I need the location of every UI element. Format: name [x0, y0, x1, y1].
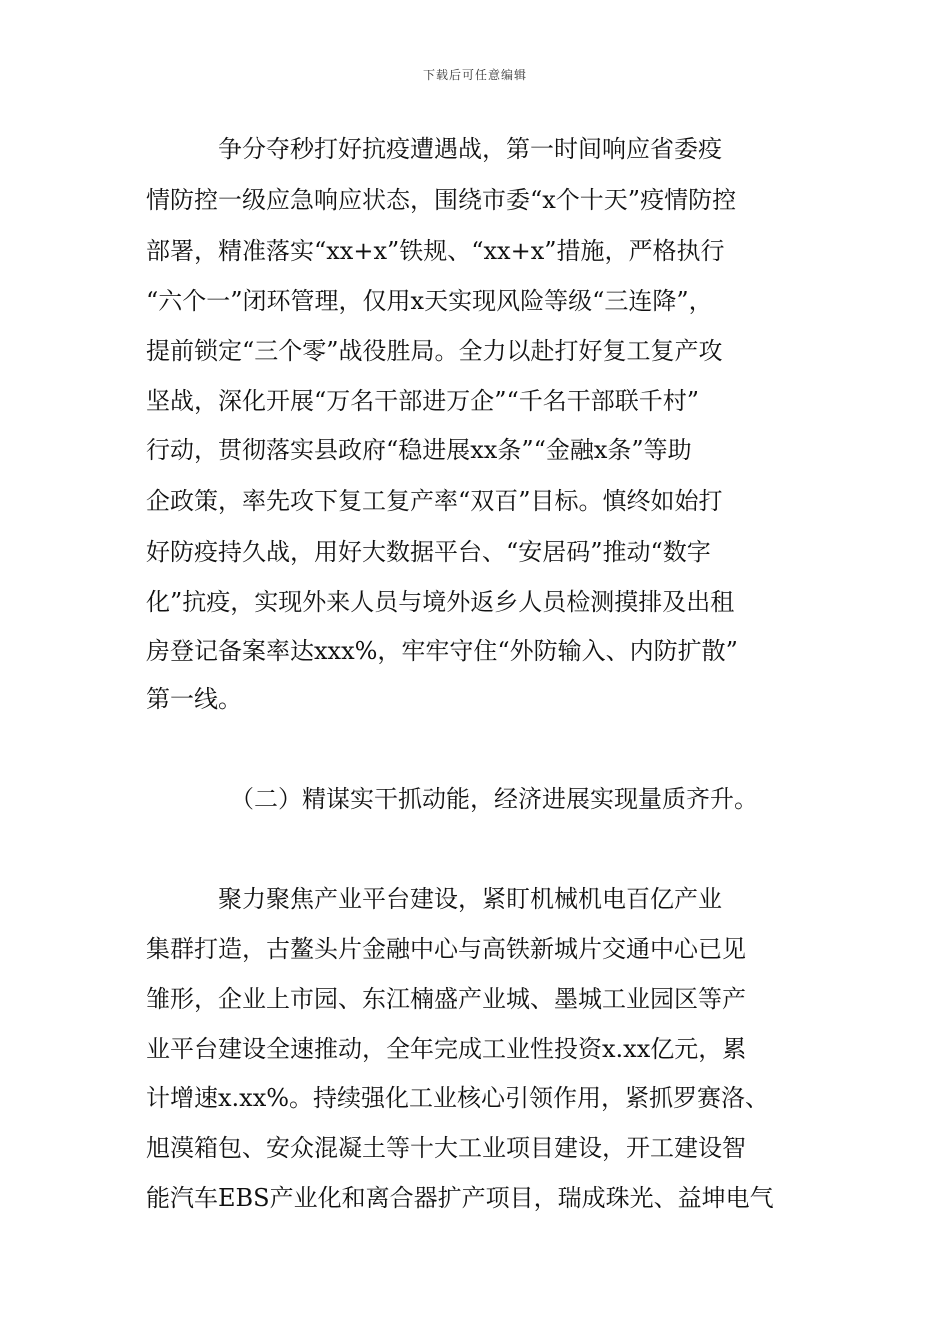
para-1-line-10: 化”抗疫，实现外来人员与境外返乡人员检测摸排及出租	[146, 588, 735, 616]
para-2-line-1: 聚力聚焦产业平台建设，紧盯机械机电百亿产业	[146, 885, 722, 913]
para-1-line-2: 情防控一级应急响应状态，围绕市委“x个十天”疫情防控	[146, 186, 737, 214]
para-1-line-9: 好防疫持久战，用好大数据平台、“安居码”推动“数字	[146, 538, 711, 566]
para-1-line-6: 坚战，深化开展“万名干部进万企”“千名干部联千村”	[146, 387, 700, 415]
para-2-line-6: 旭漠箱包、安众混凝土等十大工业项目建设，开工建设智	[146, 1134, 746, 1162]
para-1-line-1: 争分夺秒打好抗疫遭遇战，第一时间响应省委疫	[146, 135, 722, 163]
para-1-line-8: 企政策，率先攻下复工复产率“双百”目标。慎终如始打	[146, 487, 723, 515]
section-heading: （二）精谋实干抓动能，经济进展实现量质齐升。	[146, 785, 758, 813]
para-1-line-5: 提前锁定“三个零”战役胜局。全力以赴打好复工复产攻	[146, 337, 723, 365]
para-2-line-7: 能汽车EBS产业化和离合器扩产项目，瑞成珠光、益坤电气	[146, 1184, 774, 1212]
para-1-line-4: “六个一”闭环管理，仅用x天实现风险等级“三连降”，	[146, 287, 713, 315]
para-1-line-3: 部署，精准落实“xx+x”铁规、“xx+x”措施，严格执行	[146, 237, 725, 265]
para-1-line-12: 第一线。	[146, 685, 242, 713]
para-2-line-3: 雏形，企业上市园、东江楠盛产业城、墨城工业园区等产	[146, 985, 746, 1013]
page-header-note: 下载后可任意编辑	[422, 68, 527, 82]
para-2-line-5: 计增速x.xx%。持续强化工业核心引领作用，紧抓罗赛洛、	[146, 1084, 770, 1112]
para-2-line-2: 集群打造，古鳌头片金融中心与高铁新城片交通中心已见	[146, 935, 746, 963]
para-1-line-7: 行动，贯彻落实县政府“稳进展xx条”“金融x条”等助	[146, 436, 692, 464]
para-2-line-4: 业平台建设全速推动，全年完成工业性投资x.xx亿元，累	[146, 1035, 747, 1063]
para-1-line-11: 房登记备案率达xxx%，牢牢守住“外防输入、内防扩散”	[146, 637, 738, 665]
